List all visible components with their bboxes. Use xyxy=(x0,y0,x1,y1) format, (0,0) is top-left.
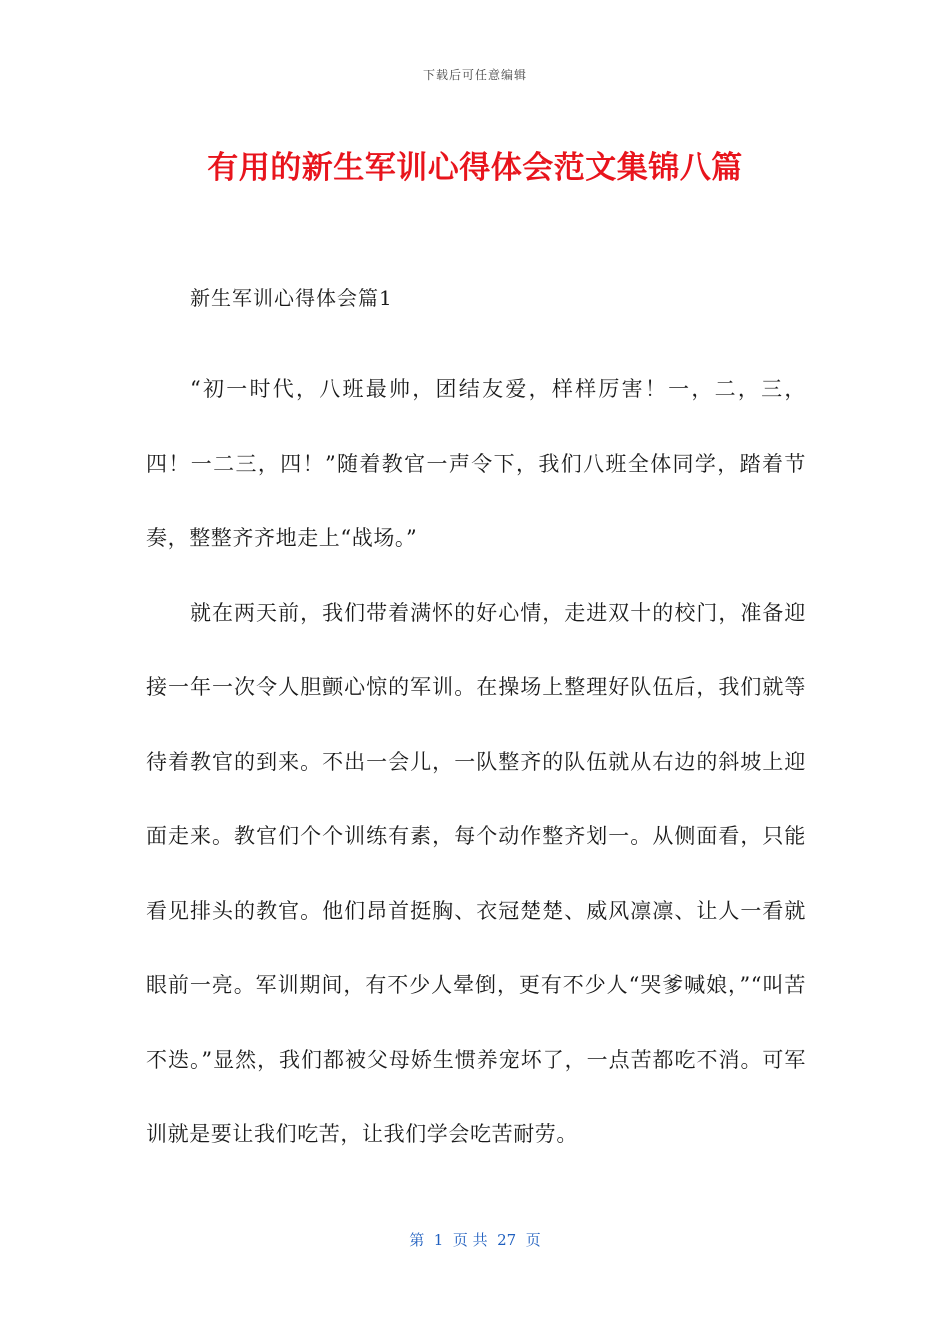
section-heading: 新生军训心得体会篇1 xyxy=(190,286,393,310)
header-note: 下载后可任意编辑 xyxy=(422,68,527,82)
document-body xyxy=(146,352,806,1172)
paragraph-1: “初一时代，八班最帅，团结友爱，样样厉害！一，二，三，四！一二三，四！”随着教官一声令下，我们八班全体同学，踏着节奏，整整齐齐地走上“战场。” xyxy=(146,377,806,550)
paragraph-2: 就在两天前，我们带着满怀的好心情，走进双十的校门，准备迎接一年一次令人胆颤心惊的军训。在操场上整理好队伍后，我们就等待着教官的到来。不出一会儿，一队整齐的队伍就从右边的斜坡上迎面走来。教官们个个训练有素，每个动作整齐划一。从侧面看，只能看见排头的教官。他们昂首挺胸、衣冠楚楚、威风凛凛、让人一看就眼前一亮。军训期间，有不少人晕倒，更有不少人“哭爹喊娘，”“叫苦不迭。”显然，我们都被父母娇生惯养宠坏了，一点苦都吃不消。可军训就是要让我们吃苦，让我们学会吃苦耐劳。 xyxy=(146,600,806,1146)
page-number-footer: 第 1 页 共 27 页 xyxy=(409,1231,541,1249)
document-title: 有用的新生军训心得体会范文集锦八篇 xyxy=(207,150,743,186)
